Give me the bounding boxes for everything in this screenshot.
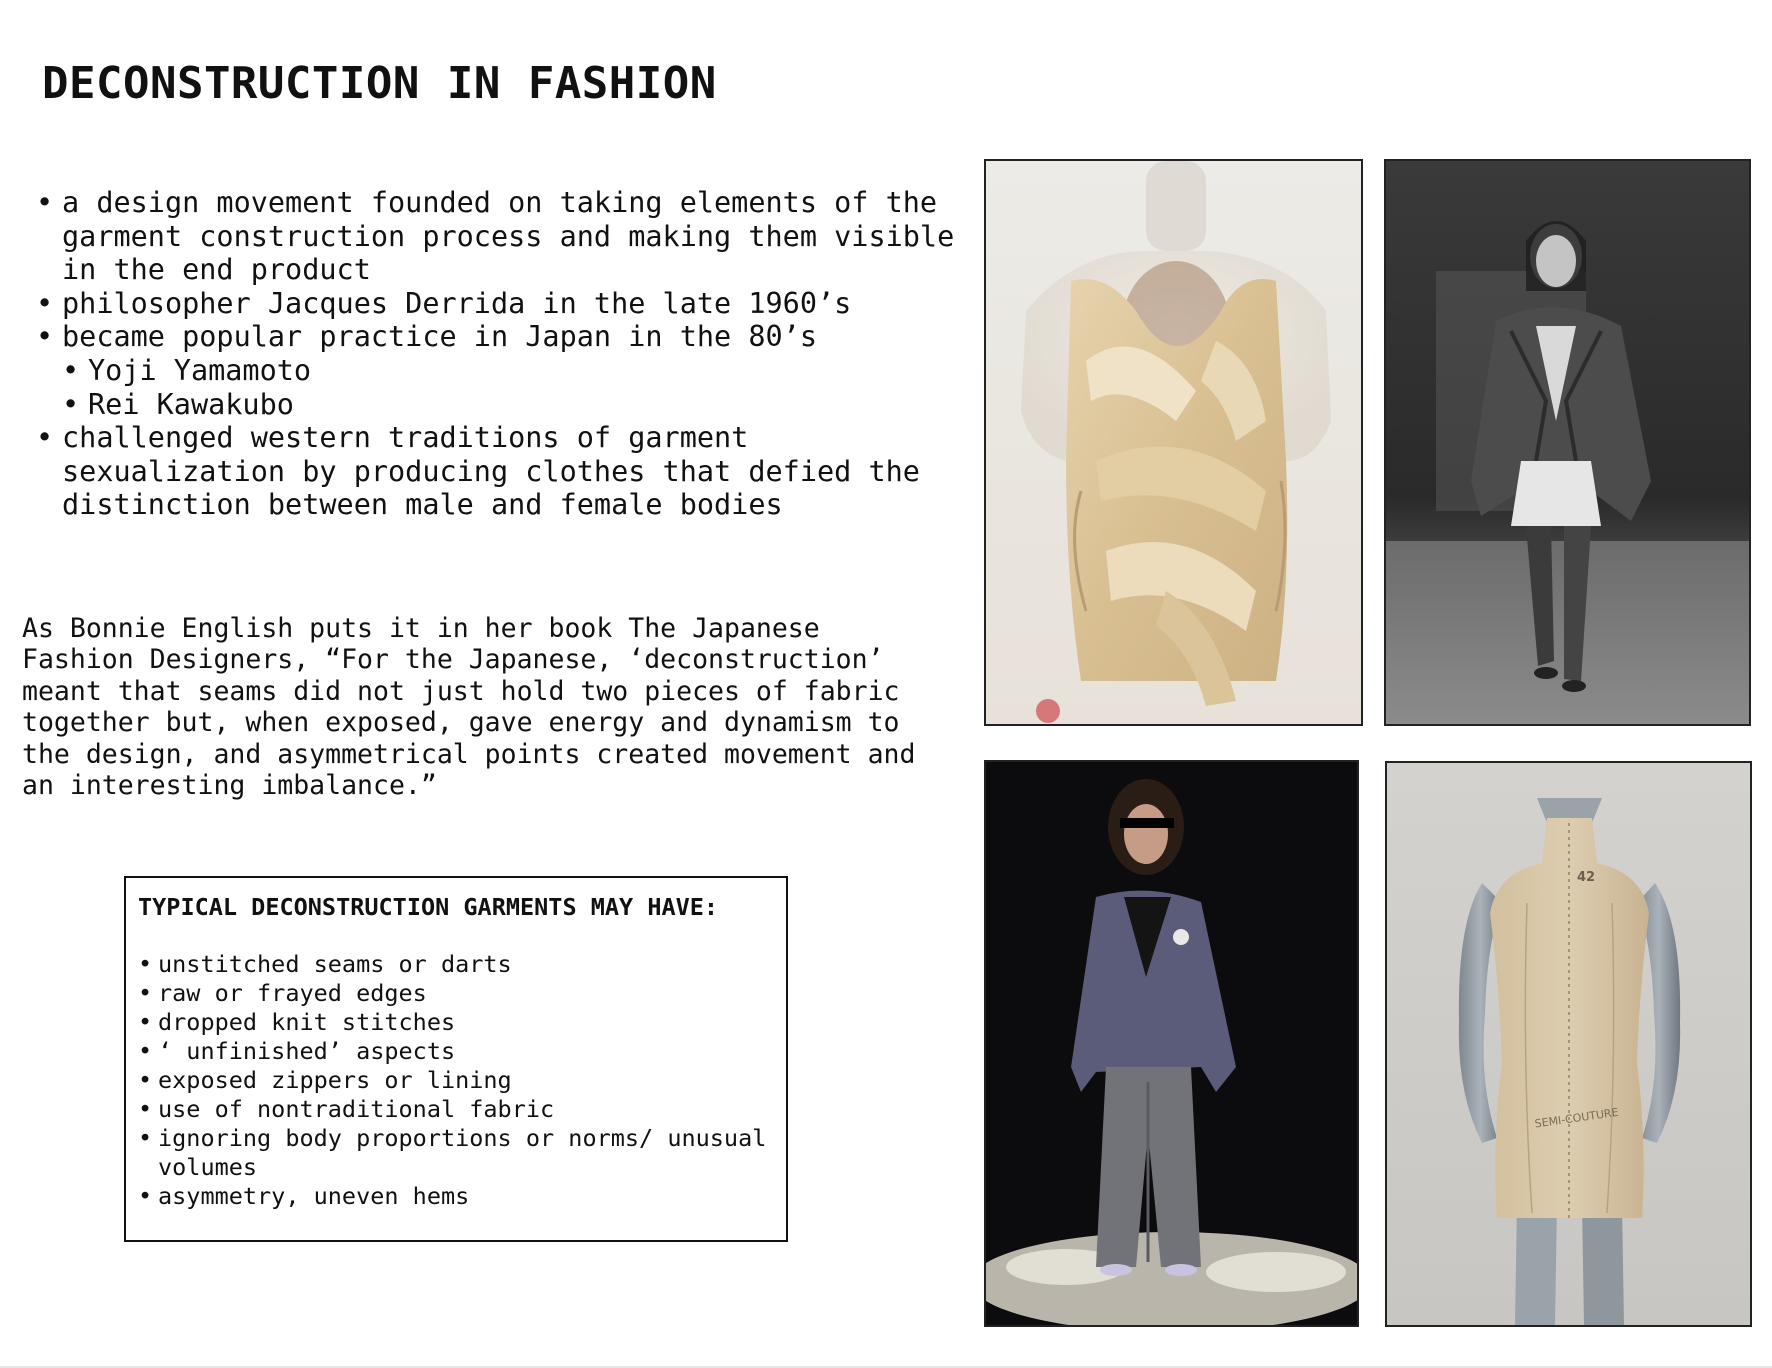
typical-garments-title: TYPICAL DECONSTRUCTION GARMENTS MAY HAVE: — [138, 893, 719, 921]
runway-purple-jacket-image — [986, 762, 1357, 1325]
garment-feature-item: • dropped knit stitches — [138, 1008, 776, 1037]
bullet-item: • philosopher Jacques Derrida in the late 1960’s — [36, 287, 956, 321]
garment-feature-item: • ‘ unfinished’ aspects — [138, 1037, 776, 1066]
bullet-item: • challenged western traditions of garment sexualization by producing clothes that defied the distinction between male and female bodies — [36, 421, 956, 522]
dress-form-vest-photo — [1385, 761, 1752, 1327]
garment-feature-item: • raw or frayed edges — [138, 979, 776, 1008]
garment-feature-item: • unstitched seams or darts — [138, 950, 776, 979]
garment-feature-item: • exposed zippers or lining — [138, 1066, 776, 1095]
runway-jacket-photo — [1384, 159, 1751, 726]
bonnie-english-quote: As Bonnie English puts it in her book The Japanese Fashion Designers, “For the Japanese, ‘deconstruction’ meant that seams did not just hold two pieces of fabric together but, when exposed, gave energy and dynamism to the design, and asymmetrical points created movement and an interesting imbalance.” — [22, 613, 916, 802]
typical-garments-box — [124, 876, 788, 1242]
runway-jacket-image — [1386, 161, 1749, 724]
vest-number-label: 42 — [1577, 870, 1596, 885]
runway-purple-jacket-photo — [984, 760, 1359, 1327]
glove-vest-image — [986, 161, 1361, 724]
bullet-item: • became popular practice in Japan in the 80’s — [36, 320, 956, 354]
bullet-item: • a design movement founded on taking elements of the garment construction process and making them visible in the end product — [36, 186, 956, 287]
semi-couture-label: SEMI-COUTURE — [1533, 1105, 1620, 1131]
sub-bullet-item: • Rei Kawakubo — [62, 388, 956, 422]
garment-feature-item: • ignoring body proportions or norms/ unusual volumes — [138, 1124, 776, 1182]
main-bullet-list — [36, 186, 956, 522]
typical-garments-list — [138, 950, 776, 1211]
glove-vest-photo — [984, 159, 1363, 726]
garment-feature-item: • use of nontraditional fabric — [138, 1095, 776, 1124]
garment-feature-item: • asymmetry, uneven hems — [138, 1182, 776, 1211]
dress-form-vest-image — [1387, 763, 1750, 1325]
sub-bullet-item: • Yoji Yamamoto — [62, 354, 956, 388]
page-title: DECONSTRUCTION IN FASHION — [42, 58, 717, 109]
